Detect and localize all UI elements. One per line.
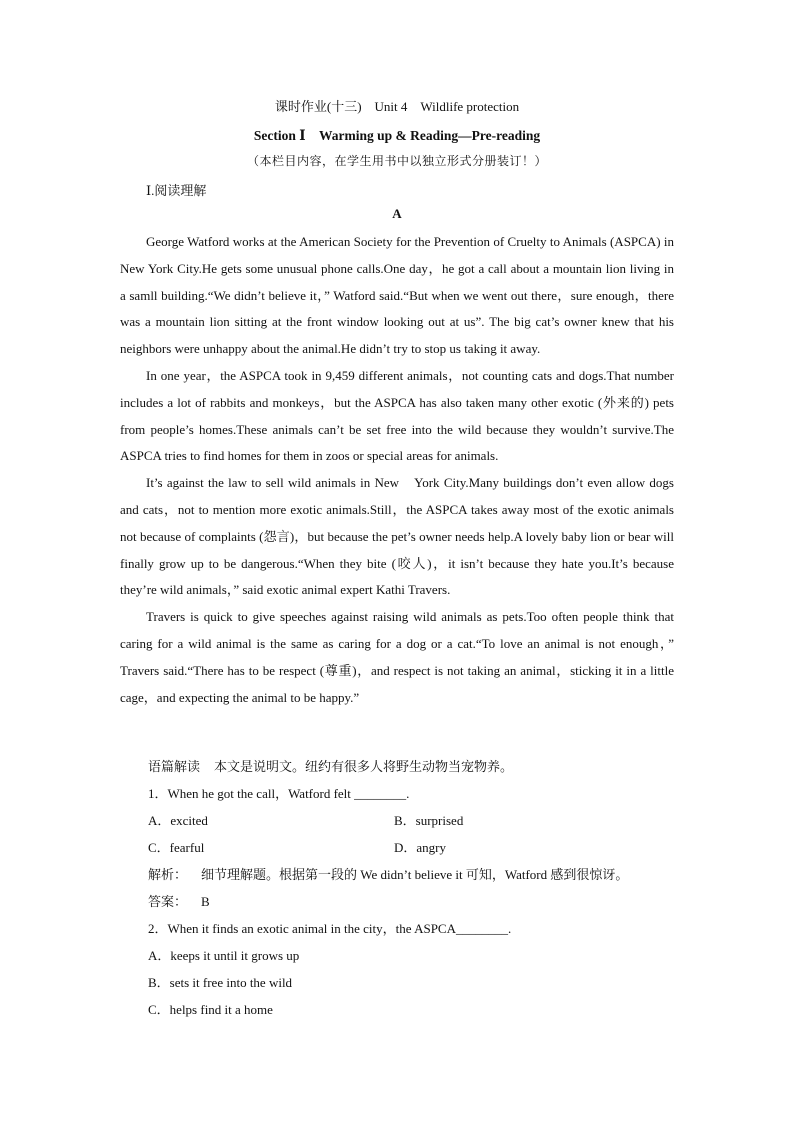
question-2-stem: 2．When it finds an exotic animal in the city，the ASPCA________.: [148, 921, 512, 936]
part-label: Ⅰ.阅读理解: [146, 183, 207, 198]
question-1-options-row: [148, 807, 688, 834]
option-letter: C．: [148, 1002, 170, 1017]
option-letter: B．: [148, 975, 170, 990]
explanation-text: 细节理解题。根据第一段的 We didn’t believe it 可知，Watford 感到很惊讶。: [201, 867, 629, 882]
passage-paragraph: In one year，the ASPCA took in 9,459 different animals，not counting cats and dogs.That number includes a lot of rabbits and monkeys，but the ASPCA has also taken many other exotic (外来的) pets from people’s homes.These animals can’t be set free into the wild because they wouldn’t survive.The ASPCA tries to find homes for them in zoos or special areas for animals.: [120, 367, 674, 464]
option-d[interactable]: [394, 834, 640, 861]
binding-note: （本栏目内容，在学生用书中以独立形式分册装订！）: [246, 154, 547, 168]
option-text: sets it free into the wild: [169, 975, 293, 990]
option-text: keeps it until it grows up: [170, 948, 300, 963]
question-1-answer: [148, 888, 688, 915]
option-text: excited: [170, 813, 208, 828]
option-text: helps find it a home: [169, 1002, 273, 1017]
option-c[interactable]: [148, 834, 394, 861]
option-b[interactable]: [394, 807, 640, 834]
option-letter: A．: [148, 948, 171, 963]
question-1-explanation: [148, 861, 688, 888]
discourse-analysis: [148, 753, 688, 780]
passage-paragraph: Travers is quick to give speeches against raising wild animals as pets.Too often people think that caring for a wild animal is the same as caring for a dog or a cat.“To love an animal is not enough，” Travers said.“There has to be respect (尊重)，and respect is not taking an animal，sticking it in a little cage，and expecting the animal to be happy.”: [120, 609, 674, 705]
explanation-label: 解析：: [148, 867, 188, 882]
passage-paragraph: George Watford works at the American Society for the Prevention of Cruelty to Animals (ASPCA) in New York City.He gets some unusual phone calls.One day，he got a call about a mountain lion living in a samll building.“We didn’t believe it，” Watford said.“But when we went out there，sure enough，there was a mountain lion sitting at the front window looking out at us”. The big cat’s owner knew that his neighbors were unhappy about the animal.He didn’t try to stop us taking it away.: [120, 234, 688, 357]
option-text: surprised: [415, 813, 464, 828]
option-c[interactable]: [148, 996, 688, 1023]
option-text: angry: [416, 840, 446, 855]
passage-paragraph: It’s against the law to sell wild animals in New York City.Many buildings don’t even allow dogs and cats，not to mention more exotic animals.Still，the ASPCA takes away most of the exotic animals not because of complaints (怨言)，but because the pet’s owner needs help.A lovely baby lion or bear will finally grow up to be dangerous.“When they bite (咬人)，it isn’t because they hate you.It’s because they’re wild animals，” said exotic animal expert Kathi Travers.: [120, 475, 674, 598]
option-a[interactable]: [148, 807, 394, 834]
question-1-options-row: [148, 834, 688, 861]
option-letter: C．: [148, 840, 170, 855]
answer-label: 答案：: [148, 894, 188, 909]
analysis-label: 语篇解读: [148, 759, 201, 774]
option-b[interactable]: [148, 969, 688, 996]
option-letter: A．: [148, 813, 171, 828]
option-text: fearful: [169, 840, 205, 855]
analysis-text: 本文是说明文。纽约有很多人将野生动物当宠物养。: [214, 759, 514, 774]
answer-value: B: [201, 894, 210, 909]
worksheet-title: 课时作业(十三) Unit 4 Wildlife protection: [274, 99, 520, 114]
passage-letter: A: [392, 206, 402, 221]
questions-block: [148, 753, 688, 1023]
option-a[interactable]: [148, 942, 688, 969]
passage-text: [120, 229, 688, 711]
question-1-stem: 1．When he got the call，Watford felt ________.: [148, 786, 410, 801]
option-letter: B．: [394, 813, 416, 828]
section-title: Section Ⅰ Warming up & Reading—Pre-reading: [253, 128, 541, 143]
option-letter: D．: [394, 840, 417, 855]
